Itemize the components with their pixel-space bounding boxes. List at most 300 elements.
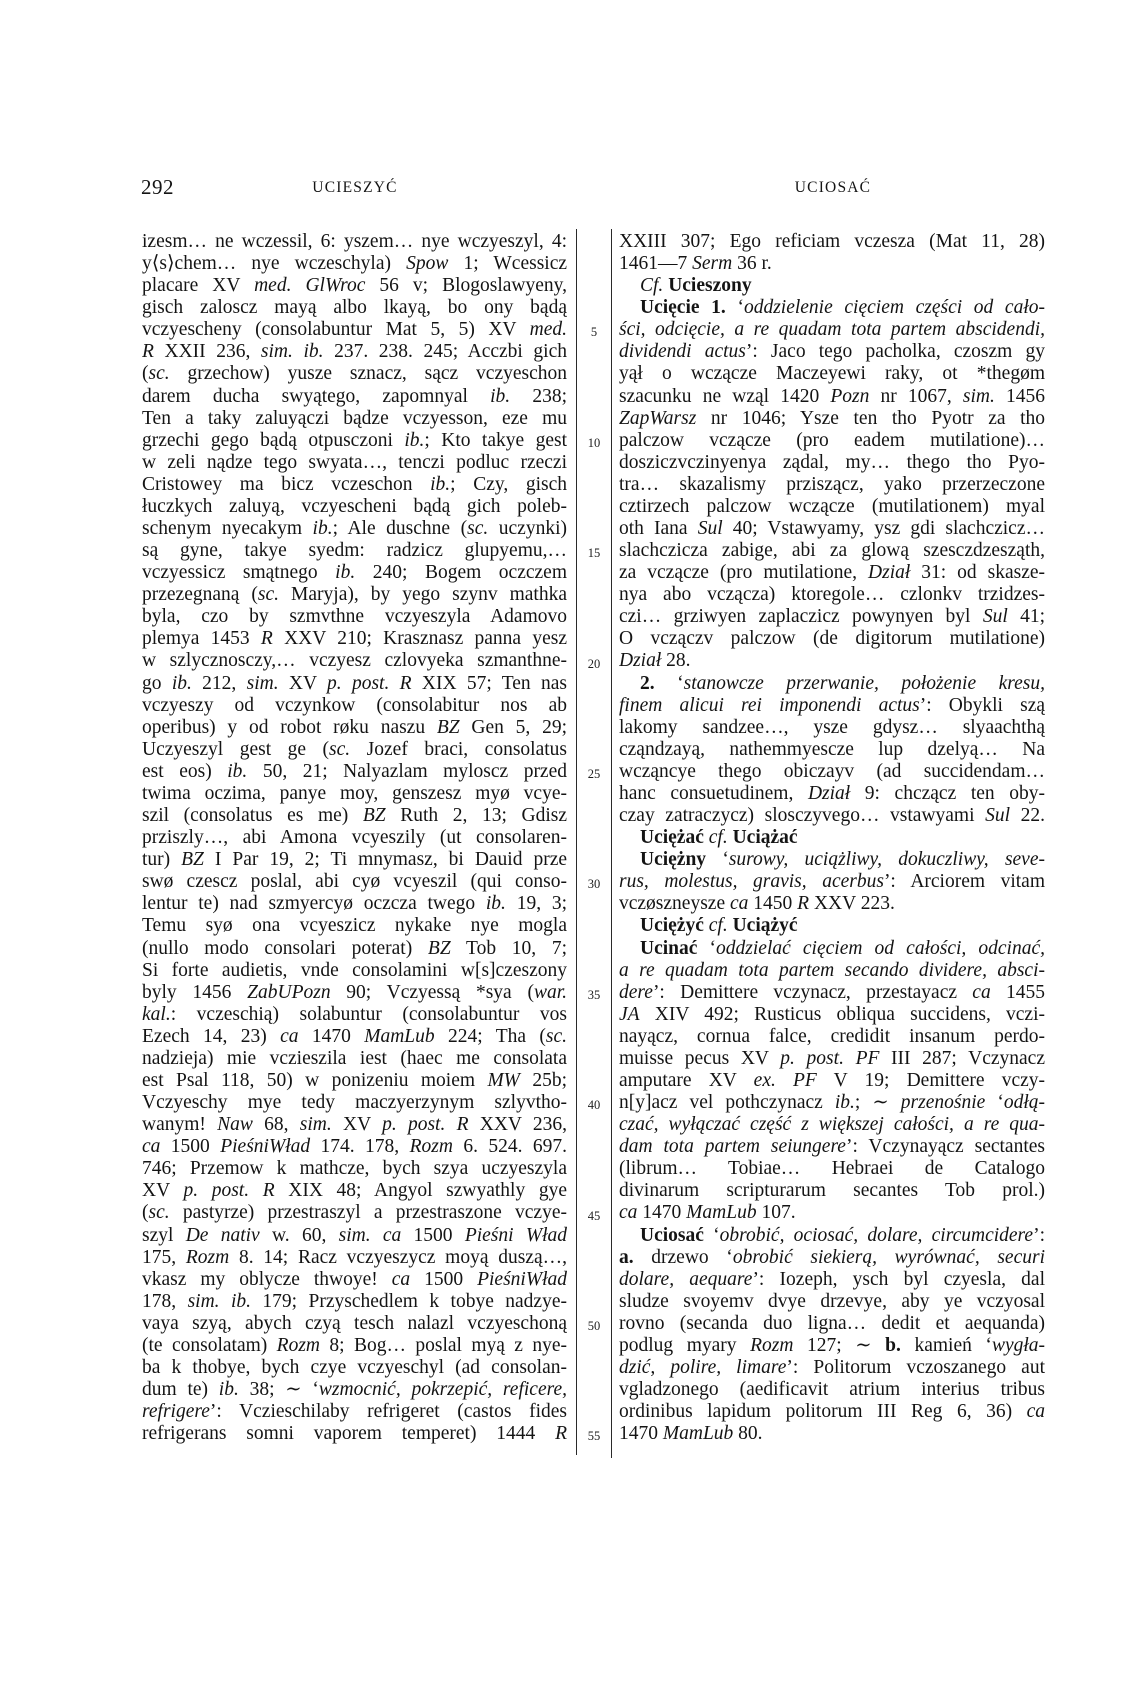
text-line xyxy=(142,1114,567,1136)
text-line xyxy=(619,650,1045,672)
bold-headword: Uciężyć xyxy=(640,915,704,937)
italic-run: JA xyxy=(619,1003,640,1025)
text-line xyxy=(142,1423,567,1445)
italic-run: ści, odcięcie, a re quadam tota partem abscidendi, xyxy=(619,319,1045,341)
text-line xyxy=(142,1048,567,1070)
text-run: 1470 xyxy=(637,1202,687,1224)
text-line xyxy=(619,584,1045,606)
text-run: (librum… Tobiae… Hebraei de Catalogo xyxy=(619,1158,1045,1180)
text-run: amputare XV xyxy=(619,1069,754,1091)
italic-run: ib. xyxy=(490,385,511,407)
text-line xyxy=(142,275,567,297)
text-run: rovno (secanda duo ligna… dedit et aequanda) xyxy=(619,1312,1045,1334)
text-line xyxy=(142,783,567,805)
text-run: 1461—7 xyxy=(619,253,693,275)
text-run: placare XV xyxy=(142,275,255,297)
text-line xyxy=(619,1423,1045,1445)
text-line xyxy=(142,805,567,827)
italic-run: R xyxy=(260,628,273,650)
text-line xyxy=(142,562,567,584)
text-run: gisch zaloscz mayą albo lkayą, bo ony bądą xyxy=(142,297,567,319)
text-line xyxy=(619,1335,1045,1357)
text-line xyxy=(142,1092,567,1114)
italic-run: przenośnie xyxy=(900,1092,986,1114)
italic-run: p. post. R xyxy=(183,1180,275,1202)
text-line xyxy=(619,628,1045,650)
text-line xyxy=(142,739,567,761)
text-run: vczyeszy od vczynkow (consolabitur nos ab xyxy=(142,694,567,716)
page-number: 292 xyxy=(141,175,174,199)
italic-run: Sul xyxy=(982,606,1008,628)
text-line xyxy=(619,1048,1045,1070)
text-run: 1456 xyxy=(994,385,1045,407)
text-run: 237. 238. 245; Acczbi gich xyxy=(323,341,567,363)
text-line xyxy=(142,1070,567,1092)
text-line xyxy=(619,871,1045,893)
text-line xyxy=(142,1379,567,1401)
text-run: 179; Przyschedlem k tobye nadzye- xyxy=(251,1290,567,1312)
text-line xyxy=(619,253,1045,275)
text-run: V 19; Demittere vczy- xyxy=(816,1069,1045,1091)
text-line xyxy=(142,849,567,871)
text-run: operibus) y od robot røku naszu xyxy=(142,716,437,738)
italic-run: sc. xyxy=(148,1202,170,1224)
text-run: Jozef braci, consolatus xyxy=(350,738,567,760)
italic-run: Rozm xyxy=(409,1136,453,1158)
italic-run: R xyxy=(555,1423,567,1445)
text-run: Gen 5, 29; xyxy=(459,716,567,738)
italic-run: sc. xyxy=(148,363,170,385)
text-run: za vczącze (pro mutilatione, xyxy=(619,562,869,584)
column-rule-right xyxy=(611,229,612,1458)
text-run: 1470 xyxy=(298,1025,365,1047)
text-run: dosziczvczinyenya ządal, my… thego tho Pyo- xyxy=(619,451,1045,473)
text-run: 1; Wcessicz xyxy=(448,253,567,275)
text-run: 90; Vczyessą *sya ( xyxy=(330,981,534,1003)
text-line xyxy=(142,1335,567,1357)
line-number: 25 xyxy=(587,766,601,781)
italic-run: cf. xyxy=(708,827,728,849)
text-line xyxy=(142,695,567,717)
italic-run: ib. xyxy=(171,672,192,694)
text-line xyxy=(619,1136,1045,1158)
text-run: czay zatraczycz) slosczyvego… vstawyami xyxy=(619,805,986,827)
text-line xyxy=(142,452,567,474)
italic-run: p. post. PF xyxy=(780,1047,880,1069)
text-run: XV xyxy=(331,1114,383,1136)
italic-run: sc. xyxy=(257,584,280,606)
text-run: w szlycznosczy,… vczyesz czlovyeka szmanthne- xyxy=(142,650,567,672)
text-run: wanym! xyxy=(142,1114,218,1136)
italic-run: sim. xyxy=(246,672,279,694)
italic-run: med. xyxy=(529,319,567,341)
italic-run: Rozm xyxy=(750,1334,794,1356)
italic-run: Spow xyxy=(406,253,449,275)
text-run: ; ∼ xyxy=(854,1092,901,1114)
text-line xyxy=(619,518,1045,540)
text-line xyxy=(142,960,567,982)
text-run: ‘ xyxy=(697,937,717,959)
text-run: Cristowey ma bicz vczeschon xyxy=(142,473,431,495)
text-run: 1470 xyxy=(619,1423,663,1445)
text-line xyxy=(619,1269,1045,1291)
text-line xyxy=(142,650,567,672)
text-line xyxy=(619,1225,1045,1247)
text-run: : vczeschią) solabuntur (consolabuntur vos xyxy=(170,1003,567,1025)
text-line xyxy=(619,540,1045,562)
text-run: przezegnaną ( xyxy=(142,584,258,606)
text-run: slachczicza zabige, abi za glową szesczdzesząth, xyxy=(619,540,1045,562)
text-run: ‘ xyxy=(703,1224,720,1246)
text-run: ( xyxy=(142,363,149,385)
text-run: 178, xyxy=(142,1290,188,1312)
text-run: 240; Bogem oczczem xyxy=(355,562,567,584)
line-number: 10 xyxy=(587,435,601,450)
text-line xyxy=(619,452,1045,474)
text-run: ’: Arciorem vitam xyxy=(883,871,1045,893)
italic-run: Rozm xyxy=(185,1246,230,1268)
italic-run: surowy, uciążliwy, dokuczliwy, seve- xyxy=(728,849,1045,871)
text-run: muisse pecus XV xyxy=(619,1047,781,1069)
italic-run: wzmocnić, pokrzepić, reficere, xyxy=(318,1379,567,1401)
bold-headword: Uciężać xyxy=(640,827,704,849)
text-line xyxy=(619,386,1045,408)
italic-run: p. post. R xyxy=(382,1114,469,1136)
text-run: Vczyeschy mye tedy maczyerzynym szlyvtho- xyxy=(142,1092,567,1114)
bold-headword: Ucinać xyxy=(640,937,698,959)
text-run: vczøszneysze xyxy=(619,893,730,915)
text-run: w. 60, xyxy=(259,1224,339,1246)
text-line xyxy=(142,1026,567,1048)
text-line xyxy=(142,253,567,275)
text-line xyxy=(619,1026,1045,1048)
text-run: swø czescz poslal, abi cyø vcyeszil (qui conso- xyxy=(142,871,567,893)
text-run: szacunku ne wząl 1420 xyxy=(619,385,831,407)
text-line xyxy=(619,717,1045,739)
italic-run: sim. ib. xyxy=(260,341,324,363)
text-line xyxy=(142,341,567,363)
text-run: 36 r. xyxy=(732,253,772,275)
bold-headword: Ucięcie 1. xyxy=(640,297,726,319)
text-run: XXIII 307; Ego reficiam vczesza (Mat 11, 28) xyxy=(619,231,1045,252)
bold-headword: Uciążać xyxy=(732,827,798,849)
text-line xyxy=(142,1313,567,1335)
text-run: czi… grziwyen zaplaczicz powynyen byl xyxy=(619,606,983,628)
text-run: 6. 524. 697. xyxy=(452,1136,567,1158)
text-run: 19, 3; xyxy=(505,893,567,915)
italic-run: ca xyxy=(280,1025,299,1047)
italic-run: dam tota partem seiungere xyxy=(619,1136,846,1158)
italic-run: sc. xyxy=(467,518,489,540)
text-run: nadzieja) mie vczieszila iest (haec me consolata xyxy=(142,1047,567,1069)
italic-run: Pieśni Wład xyxy=(464,1224,567,1246)
italic-run: PieśniWład xyxy=(220,1136,311,1158)
text-run: cztirzech palczow wczącze (mutilationem) myal xyxy=(619,495,1045,517)
text-run: plemya 1453 xyxy=(142,628,261,650)
text-run: kamień ‘ xyxy=(900,1334,992,1356)
text-run: 9: chczącz ten oby- xyxy=(850,782,1045,804)
text-run: XXV 223. xyxy=(809,893,895,915)
text-run: tur) xyxy=(142,849,182,871)
italic-run: ca xyxy=(142,1136,161,1158)
italic-run: dolare, aequare xyxy=(619,1268,753,1290)
italic-run: ib. xyxy=(335,562,356,584)
text-line xyxy=(619,938,1045,960)
text-line xyxy=(142,938,567,960)
italic-run: MW xyxy=(487,1069,520,1091)
text-line xyxy=(142,584,567,606)
text-line xyxy=(142,717,567,739)
italic-run: refrigere xyxy=(142,1401,210,1423)
text-line xyxy=(619,1291,1045,1313)
text-run: 1500 xyxy=(401,1224,465,1246)
text-line xyxy=(142,386,567,408)
italic-run: dividendi actus xyxy=(619,341,746,363)
text-line xyxy=(142,319,567,341)
text-line xyxy=(142,231,567,253)
text-run: XIX 57; Ten nas xyxy=(411,672,567,694)
italic-run: sim. xyxy=(299,1114,332,1136)
text-line xyxy=(619,761,1045,783)
text-run: grzechi gego bądą otpusczoni xyxy=(142,429,405,451)
text-run: (te consolatam) xyxy=(142,1334,277,1356)
text-run: I Par 19, 2; Ti mnymasz, bi Dauid prze xyxy=(203,849,567,871)
text-run: ordinibus lapidum politorum III Reg 6, 36) xyxy=(619,1401,1027,1423)
bold-headword: Ucieszony xyxy=(668,275,752,297)
text-run: uczynki) xyxy=(488,518,567,540)
text-line xyxy=(619,1070,1045,1092)
italic-run: ex. PF xyxy=(753,1069,817,1091)
italic-run: ca xyxy=(391,1268,411,1290)
text-run: ’: Obykli szą xyxy=(919,694,1045,716)
italic-run: BZ xyxy=(181,849,204,871)
text-line xyxy=(142,1357,567,1379)
text-run: 56 v; Blogoslawyeny, xyxy=(365,275,567,297)
text-run: dum te) xyxy=(142,1379,219,1401)
bold-headword: Uciosać xyxy=(640,1224,704,1246)
text-line xyxy=(619,982,1045,1004)
italic-run: Sul xyxy=(985,805,1011,827)
italic-run: ib. xyxy=(834,1092,855,1114)
text-line xyxy=(142,496,567,518)
text-run: schenym nyecakym xyxy=(142,518,313,540)
text-line xyxy=(619,695,1045,717)
italic-run: oddzielać cięciem od całości, odcinać, xyxy=(716,937,1045,959)
text-run: 31: od skasze- xyxy=(910,562,1045,584)
text-line xyxy=(619,1004,1045,1026)
text-run: 746; Przemow k mathcze, bych szya uczyeszyla xyxy=(142,1158,567,1180)
text-run: ’: Demittere vczynacz, przestayacz xyxy=(652,981,973,1003)
text-line xyxy=(142,673,567,695)
right-column xyxy=(619,231,1045,1445)
italic-run: oddzielenie cięciem części od cało- xyxy=(743,297,1045,319)
text-run: szil (consolatus es me) xyxy=(142,805,363,827)
text-run: ‘ xyxy=(706,849,729,871)
text-run: ’: xyxy=(1033,1224,1045,1246)
line-number: 45 xyxy=(587,1208,601,1223)
text-run: Tob 10, 7; xyxy=(450,937,567,959)
text-run: III 287; Vczynacz xyxy=(879,1047,1045,1069)
text-run: XXII 236, xyxy=(153,341,261,363)
text-line xyxy=(142,518,567,540)
italic-run: Cf. xyxy=(640,275,664,297)
text-run: ’: Vczynayącz sectantes xyxy=(845,1136,1045,1158)
text-run: cząndzayą, nathemmyescze lup dzelyą… Na xyxy=(619,738,1045,760)
text-line xyxy=(142,1202,567,1224)
text-run: darem ducha swyątego, zapomnyal xyxy=(142,385,491,407)
text-line xyxy=(142,1269,567,1291)
text-line xyxy=(619,1158,1045,1180)
text-run: nayącz, cornua falce, credidit insanum perdo- xyxy=(619,1025,1045,1047)
text-run: ‘ xyxy=(654,672,684,694)
text-run: vczyescheny (consolabuntur Mat 5, 5) XV xyxy=(142,319,530,341)
text-run: 80. xyxy=(733,1423,763,1445)
text-run: 238; xyxy=(510,385,567,407)
italic-run: BZ xyxy=(436,716,460,738)
text-line xyxy=(142,1180,567,1202)
text-run: vkasz my oblycze thwoye! xyxy=(142,1268,392,1290)
left-column xyxy=(142,231,567,1445)
text-run: 28. xyxy=(661,650,691,672)
text-line xyxy=(619,496,1045,518)
bold-headword: a. xyxy=(619,1246,634,1268)
text-run: Uczyeszyl gest ge ( xyxy=(142,738,330,760)
text-run: są gyne, takye syedm: radzicz glupyemu,… xyxy=(142,540,567,562)
text-run: 1455 xyxy=(990,981,1045,1003)
line-number: 50 xyxy=(587,1318,601,1333)
italic-run: ca xyxy=(1026,1401,1045,1423)
italic-run: sim. ib. xyxy=(187,1290,251,1312)
running-head-right: UCIOSAĆ xyxy=(794,179,872,196)
text-run: ba k thobye, bych czye vczyeschyl (ad consolan- xyxy=(142,1356,567,1378)
text-line xyxy=(619,1379,1045,1401)
text-line xyxy=(619,1114,1045,1136)
line-number: 35 xyxy=(587,987,601,1002)
text-line xyxy=(142,1004,567,1026)
text-run: 41; xyxy=(1007,606,1045,628)
italic-run: MamLub xyxy=(662,1423,734,1445)
italic-run: ib. xyxy=(312,518,333,540)
text-run: 1450 xyxy=(748,893,798,915)
text-line xyxy=(619,960,1045,982)
line-number: 15 xyxy=(587,546,601,561)
bold-headword: Uciężny xyxy=(640,849,707,871)
text-run: 8. 14; Racz vczyeszycz moyą duszą…, xyxy=(229,1246,567,1268)
line-number: 40 xyxy=(587,1098,601,1113)
italic-run: R xyxy=(797,893,810,915)
text-run: vczyessicz smątnego xyxy=(142,562,336,584)
text-run: pastyrze) przestraszyl a przestraszone vczye- xyxy=(169,1202,567,1224)
italic-run: czać, wyłączać część z większej całości, a re qua- xyxy=(619,1114,1045,1136)
italic-run: sim. ca xyxy=(338,1224,402,1246)
text-run: (nullo modo consolari poterat) xyxy=(142,937,428,959)
text-line xyxy=(142,540,567,562)
text-run: nr 1067, xyxy=(869,385,963,407)
text-run: 175, xyxy=(142,1246,186,1268)
text-run: divinarum scripturarum secantes Tob prol.) xyxy=(619,1180,1045,1202)
text-line xyxy=(619,673,1045,695)
text-run: 107. xyxy=(756,1202,796,1224)
text-run: twima oczima, panye moy, genszesz myø vcye- xyxy=(142,782,567,804)
text-line xyxy=(619,319,1045,341)
text-line xyxy=(619,341,1045,363)
line-number: 5 xyxy=(590,325,598,340)
text-line xyxy=(142,827,567,849)
text-run: vaya szyą, abych czyą tesch nalazl vczyeschoną xyxy=(142,1312,567,1334)
text-run: n[y]acz vel pothczynacz xyxy=(619,1092,835,1114)
text-run: XIX 48; Angyol szwyathly gye xyxy=(274,1180,567,1202)
text-run: wcząncye thego obiczayv (ad succidendam… xyxy=(619,760,1045,782)
text-run: szyl xyxy=(142,1224,186,1246)
text-line xyxy=(619,606,1045,628)
text-run: lakomy sandzee…, ysze gdysz… slyaachthą xyxy=(619,716,1045,738)
text-line xyxy=(619,849,1045,871)
text-run: nya abo vczącza) ktoregole… czlonkv trzidzes- xyxy=(619,584,1045,606)
text-line xyxy=(619,1092,1045,1114)
text-run: y⟨s⟩chem… nye wczeschyla) xyxy=(142,253,407,275)
text-run: ’: Jaco tego pacholka, czoszm gy xyxy=(745,341,1045,363)
text-run: Si forte audietis, vnde consolamini w[s]czeszony xyxy=(142,959,567,981)
italic-run: Naw xyxy=(217,1114,253,1136)
text-run: podlug myary xyxy=(619,1334,751,1356)
text-run: XIV 492; Rusticus obliqua succidens, vczi- xyxy=(639,1003,1045,1025)
text-run: est eos) xyxy=(142,760,228,782)
italic-run: cf. xyxy=(708,915,728,937)
text-line xyxy=(619,562,1045,584)
italic-run: sc. xyxy=(545,1025,567,1047)
italic-run: sc. xyxy=(329,738,351,760)
text-run: XV xyxy=(278,672,328,694)
bold-headword: b. xyxy=(885,1334,901,1356)
italic-run: a re quadam tota partem secando dividere, absci- xyxy=(619,959,1045,981)
italic-run: De nativ xyxy=(185,1224,260,1246)
italic-run: ca xyxy=(729,893,749,915)
text-run: yął o wczącze Maczeyewi raky, ot *thegøm xyxy=(619,363,1045,385)
italic-run: Sul xyxy=(697,518,723,540)
italic-run: kal. xyxy=(142,1003,171,1025)
text-run: grzechow) yusze sznacz, sącz vczyeschon xyxy=(169,363,567,385)
text-run: ‘ xyxy=(725,297,744,319)
italic-run: med. GlWroc xyxy=(254,275,366,297)
italic-run: ZapWarsz xyxy=(619,407,697,429)
italic-run: obrobić siekierą, wyrównać, securi xyxy=(732,1246,1045,1268)
text-run: prziszly…, abi Amona vcyeszily (ut consolaren- xyxy=(142,827,567,849)
text-run: Ruth 2, 13; Gdisz xyxy=(385,805,567,827)
text-line xyxy=(142,606,567,628)
text-run: izesm… ne wczessil, 6: yszem… nye wczyeszyl, 4: xyxy=(142,231,567,252)
text-run: łuczkych zaluyą, vczyescheni bądą gich poleb- xyxy=(142,495,567,517)
text-run: drzewo ‘ xyxy=(633,1246,733,1268)
text-run: 212, xyxy=(191,672,247,694)
text-run: hanc consuetudinem, xyxy=(619,782,808,804)
italic-run: ib. xyxy=(218,1379,239,1401)
line-number: 20 xyxy=(587,656,601,671)
text-line xyxy=(142,982,567,1004)
text-run: 38; ∼ ‘ xyxy=(238,1379,319,1401)
bold-headword: Uciążyć xyxy=(732,915,798,937)
text-line xyxy=(619,827,1045,849)
text-line xyxy=(619,1180,1045,1202)
italic-run: stanowcze przerwanie, położenie kresu, xyxy=(683,672,1045,694)
italic-run: MamLub xyxy=(364,1025,435,1047)
text-line xyxy=(142,297,567,319)
text-run: vgladzonego (aedificavit atrium interius tribus xyxy=(619,1379,1045,1401)
line-number: 30 xyxy=(587,877,601,892)
text-line xyxy=(619,1401,1045,1423)
text-line xyxy=(142,915,567,937)
text-line xyxy=(619,1202,1045,1224)
italic-run: obrobić, ociosać, dolare, circumcidere xyxy=(719,1224,1034,1246)
